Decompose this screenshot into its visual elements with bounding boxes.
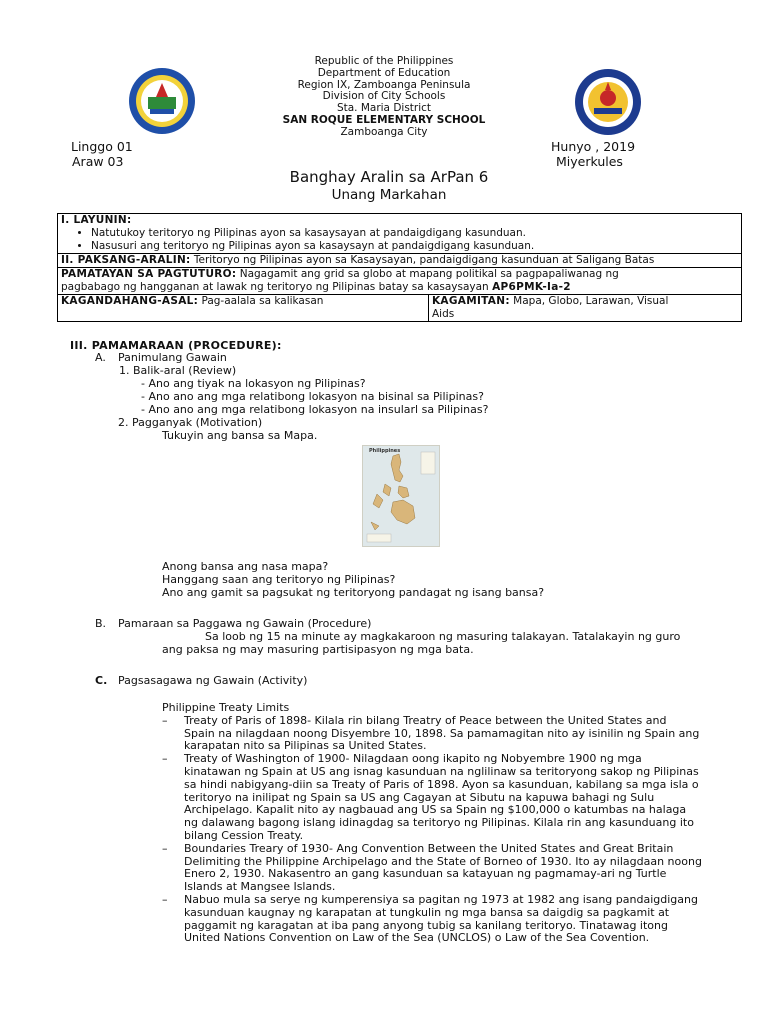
- treaty-section: [162, 702, 722, 945]
- map-question: Anong bansa ang nasa mapa?: [162, 560, 329, 573]
- treaty-line: Enero 2, 1930. Nakasentro an gang kasunduan sa katayuan ng pagmamay-ari ng Turtle: [184, 867, 667, 881]
- list-dash: –: [162, 841, 168, 855]
- treaty-line: Delimiting the Philippine Archipelago and the State of Borneo of 1930. Ito ay nilagdaan noong: [184, 854, 702, 868]
- treaty-line: Nabuo mula sa serye ng kumperensiya sa pagitan ng 1973 at 1982 ang isang pandaigdigang: [184, 892, 698, 906]
- pamantayan-cell: [58, 268, 742, 295]
- section-b-label: Pamaraan sa Paggawa ng Gawain (Procedure): [118, 617, 372, 630]
- motivation-text: Tukuyin ang bansa sa Mapa.: [162, 429, 318, 442]
- treaty-line: Spain na nilagdaan noong Disyembre 10, 1898. Sa pamamagitan nito ay isinilin ng Spain ang: [184, 726, 700, 740]
- pamantayan-text: pagbabago ng hangganan at lawak ng teritoryo ng Pilipinas batay sa kasaysayan: [61, 281, 493, 293]
- treaty-item: [162, 715, 722, 753]
- treaty-line: karapatan nito sa Pilipinas sa United States.: [184, 739, 427, 753]
- weekday-label: Miyerkules: [556, 154, 623, 169]
- kagamitan-text: Aids: [432, 308, 455, 320]
- layunin-label: I. LAYUNIN:: [61, 214, 132, 226]
- treaty-line: Boundaries Treary of 1930- Ang Convention Between the United States and Great Britain: [184, 841, 674, 855]
- section-b-text: ang paksa ng may masuring partisipasyon ng mga bata.: [162, 643, 474, 656]
- philippines-map-image: [362, 445, 440, 547]
- map-question: Hanggang saan ang teritoryo ng Pilipinas?: [162, 573, 396, 587]
- school-name: SAN ROQUE ELEMENTARY SCHOOL: [282, 113, 486, 126]
- objectives-table: [57, 213, 742, 322]
- kagamitan-cell: [429, 295, 742, 322]
- section-b-text: Sa loob ng 15 na minute ay magkakaroon ng masuring talakayan. Tatalakayin ng guro: [205, 630, 681, 643]
- review-questions: [141, 377, 488, 417]
- review-question: - Ano ano ang mga relatibong lokasyon na bisinal sa Pilipinas?: [141, 390, 484, 404]
- competency-code: AP6PMK-Ia-2: [492, 281, 571, 293]
- treaty-item: [162, 843, 722, 894]
- pamantayan-text: Nagagamit ang grid sa globo at mapang politikal sa pagpapaliwanag ng: [236, 268, 619, 280]
- map-title: Philippines: [369, 448, 401, 454]
- treaty-line: bilang Cession Treaty.: [184, 828, 304, 842]
- week-day-block: [71, 139, 133, 169]
- list-dash: –: [162, 713, 168, 727]
- list-dash: –: [162, 752, 168, 766]
- lesson-title-block: [0, 168, 768, 204]
- day-label: Araw 03: [72, 154, 124, 169]
- section-b-letter: B.: [95, 617, 107, 630]
- paksa-text: Teritoryo ng Pilipinas ayon sa Kasaysayan, pandaigdigang kasunduan at Saligang Batas: [190, 254, 655, 266]
- list-dash: –: [162, 892, 168, 906]
- kagamitan-text: Mapa, Globo, Larawan, Visual: [509, 295, 669, 307]
- review-label: 1. Balik-aral (Review): [119, 364, 237, 377]
- treaty-line: teritoryo na inilipat ng Spain sa US ang Cagayan at Sibutu na kapuwa bahagi ng Sulu: [184, 790, 655, 804]
- motivation-label: 2. Pagganyak (Motivation): [118, 416, 263, 429]
- treaty-line: paggamit ng karagatan at iba pang anyong tubig sa kanilang teritoryo. Tinatawag itong: [184, 918, 668, 932]
- treaty-line: Treaty of Paris of 1898- Kilala rin bilang Treatry of Peace between the United States and: [184, 713, 667, 727]
- treaty-line: Treaty of Washington of 1900- Nilagdaan oong ikapito ng Nobyembre 1900 ng mga: [184, 752, 642, 766]
- asal-cell: [58, 295, 429, 322]
- objective-item: • Natutukoy teritoryo ng Pilipinas ayon sa kasaysayan at pandaigdigang kasunduan.: [91, 227, 738, 240]
- paksa-label: II. PAKSANG-ARALIN:: [61, 254, 191, 266]
- treaty-line: Islands at Mangsee Islands.: [184, 880, 336, 894]
- treaty-title: Philippine Treaty Limits: [162, 701, 290, 714]
- section-c-letter: C.: [95, 674, 108, 687]
- header-line: Department of Education: [317, 66, 451, 79]
- treaty-item: [162, 894, 722, 945]
- objective-item: • Nasusuri ang teritoryo ng Pilipinas ayon sa kasaysayn at pandaigdigang kasunduan.: [91, 240, 738, 253]
- week-label: Linggo 01: [71, 139, 133, 154]
- school-city: Zamboanga City: [340, 125, 428, 138]
- treaty-item: [162, 753, 722, 843]
- paksa-cell: [58, 254, 742, 268]
- header-line: Republic of the Philippines: [314, 55, 454, 67]
- treaty-line: ng dalawang bagong islang idinagdag sa teritoryo ng Pilipinas. Kilala rin ang kasunduang ito: [184, 816, 694, 830]
- section-a-letter: A.: [95, 351, 106, 364]
- pamantayan-label: PAMATAYAN SA PAGTUTURO:: [61, 268, 237, 280]
- procedure-heading: III. PAMAMARAAN (PROCEDURE):: [70, 339, 282, 352]
- treaty-line: sa hindi nabigyang-diin sa Treaty of Paris of 1898. Ayon sa kasunduan, kabilang sa mga isla o: [184, 777, 699, 791]
- treaty-line: United Nations Convention on Law of the Sea (UNCLOS) o Law of the Sea Covention.: [184, 931, 650, 945]
- date-label: Hunyo , 2019: [551, 139, 636, 154]
- review-question: - Ano ano ang mga relatibong lokasyon na insularl sa Pilipinas?: [141, 403, 489, 417]
- treaty-line: kasunduan kaugnay ng karapatan at tungkulin ng mga bansa sa daigdig sa pagkamit at: [184, 905, 670, 919]
- kagamitan-label: KAGAMITAN:: [432, 295, 510, 307]
- asal-label: KAGANDAHANG-ASAL:: [61, 295, 199, 307]
- header-line: Sta. Maria District: [336, 102, 432, 115]
- header-line: Division of City Schools: [322, 90, 446, 103]
- document-header: [0, 56, 768, 139]
- date-block: [551, 139, 635, 169]
- layunin-cell: [58, 214, 742, 254]
- treaty-line: Archipelago. Kapalit nito ay nagbauad ang US sa Spain ng $100,000 o katumbas na halaga: [184, 803, 687, 817]
- treaty-line: kinatawan ng Spain at US ang isnag kasunduan na nglilinaw sa teritoryong sakop ng Pilipinas: [184, 764, 699, 778]
- map-question: Ano ang gamit sa pagsukat ng teritoryong pandagat ng isang bansa?: [162, 586, 545, 600]
- lesson-title: Banghay Aralin sa ArPan 6: [289, 168, 489, 186]
- header-line: Region IX, Zamboanga Peninsula: [297, 78, 471, 91]
- asal-text: Pag-aalala sa kalikasan: [198, 295, 324, 307]
- map-questions: [162, 560, 544, 600]
- review-question: - Ano ang tiyak na lokasyon ng Pilipinas?: [141, 377, 366, 390]
- lesson-quarter: Unang Markahan: [331, 187, 447, 203]
- section-c-label: Pagsasagawa ng Gawain (Activity): [118, 674, 308, 687]
- section-a-label: Panimulang Gawain: [118, 351, 227, 364]
